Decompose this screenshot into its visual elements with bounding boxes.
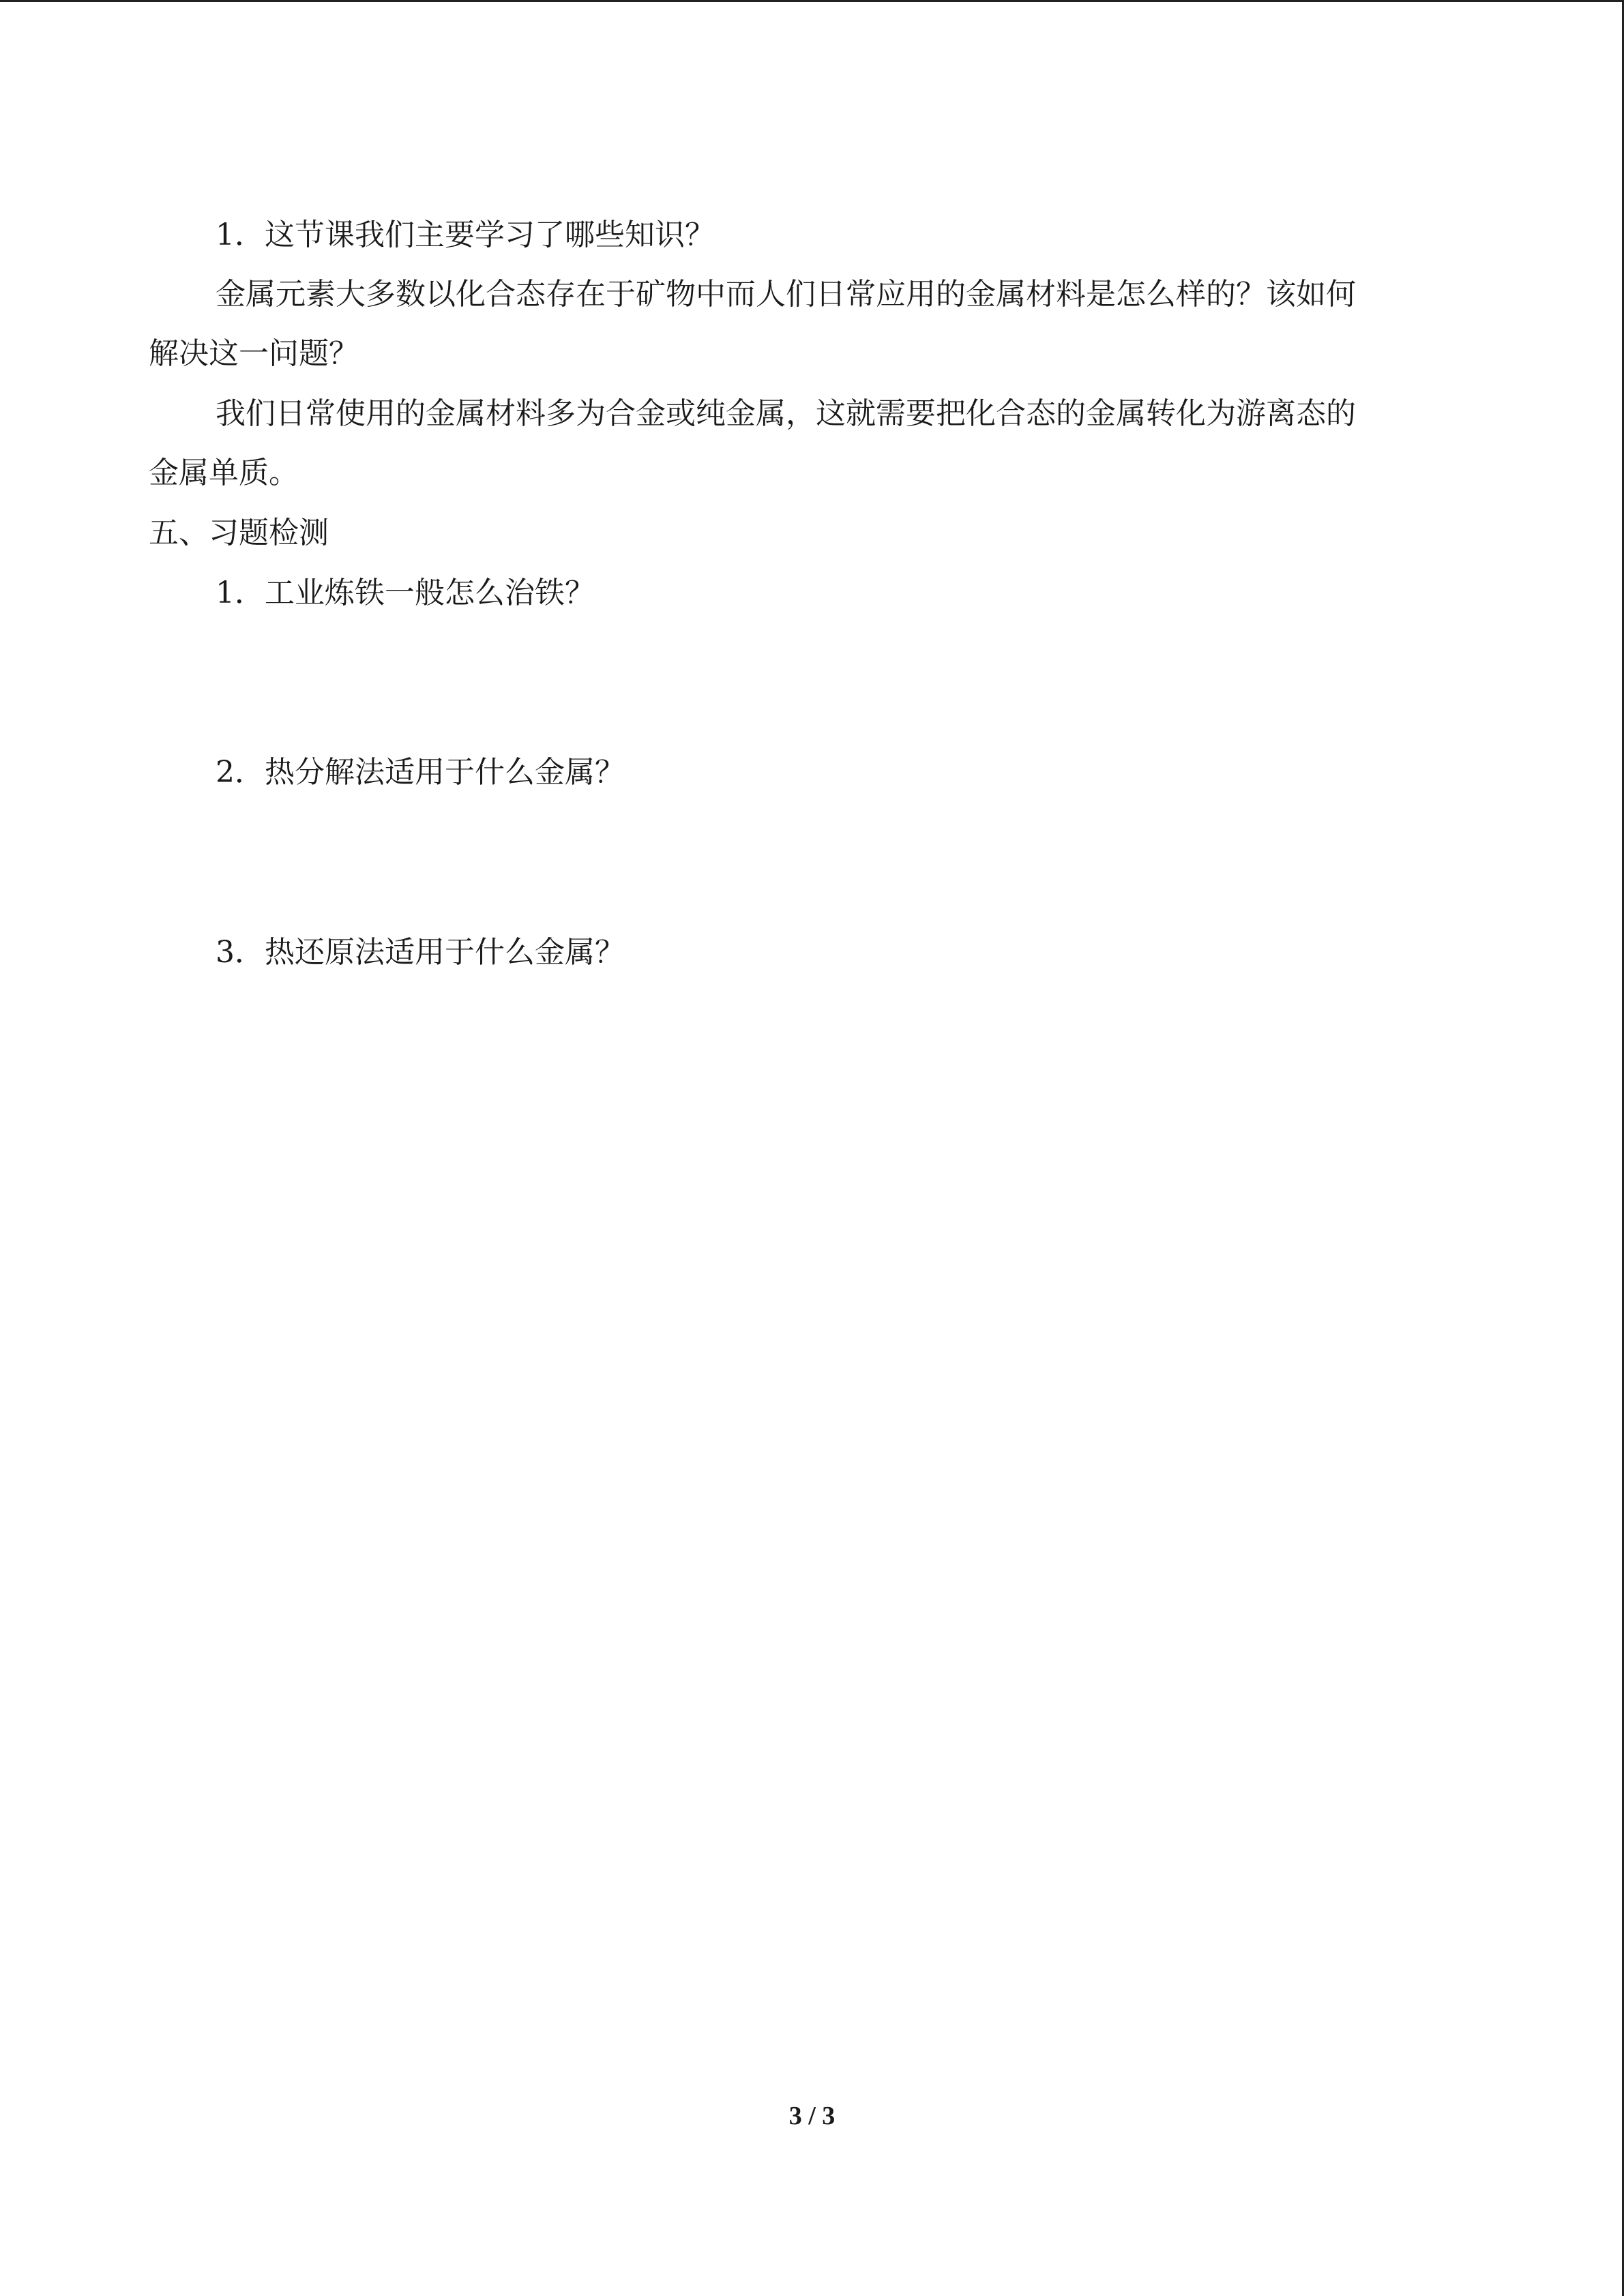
- page-number: 3 / 3: [788, 2102, 836, 2130]
- summary-paragraph-2-line-1: 我们日常使用的金属材料多为合金或纯金属，这就需要把化合态的金属转化为游离态的: [216, 396, 1356, 431]
- summary-paragraph-2-line-2: 金属单质。: [149, 456, 299, 490]
- summary-paragraph-1-line-2: 解决这一问题？: [149, 336, 359, 371]
- exercise-item-1: 1．工业炼铁一般怎么治铁？: [216, 576, 595, 610]
- exercise-item-2: 2．热分解法适用于什么金属？: [216, 755, 625, 790]
- exercise-item-3: 3．热还原法适用于什么金属？: [216, 935, 625, 970]
- page-border-top: [0, 0, 1624, 2]
- section-heading-exercises: 五、习题检测: [149, 516, 329, 550]
- summary-question: 1．这节课我们主要学习了哪些知识？: [216, 218, 715, 252]
- summary-paragraph-1-line-1: 金属元素大多数以化合态存在于矿物中而人们日常应用的金属材料是怎么样的？该如何: [216, 277, 1356, 312]
